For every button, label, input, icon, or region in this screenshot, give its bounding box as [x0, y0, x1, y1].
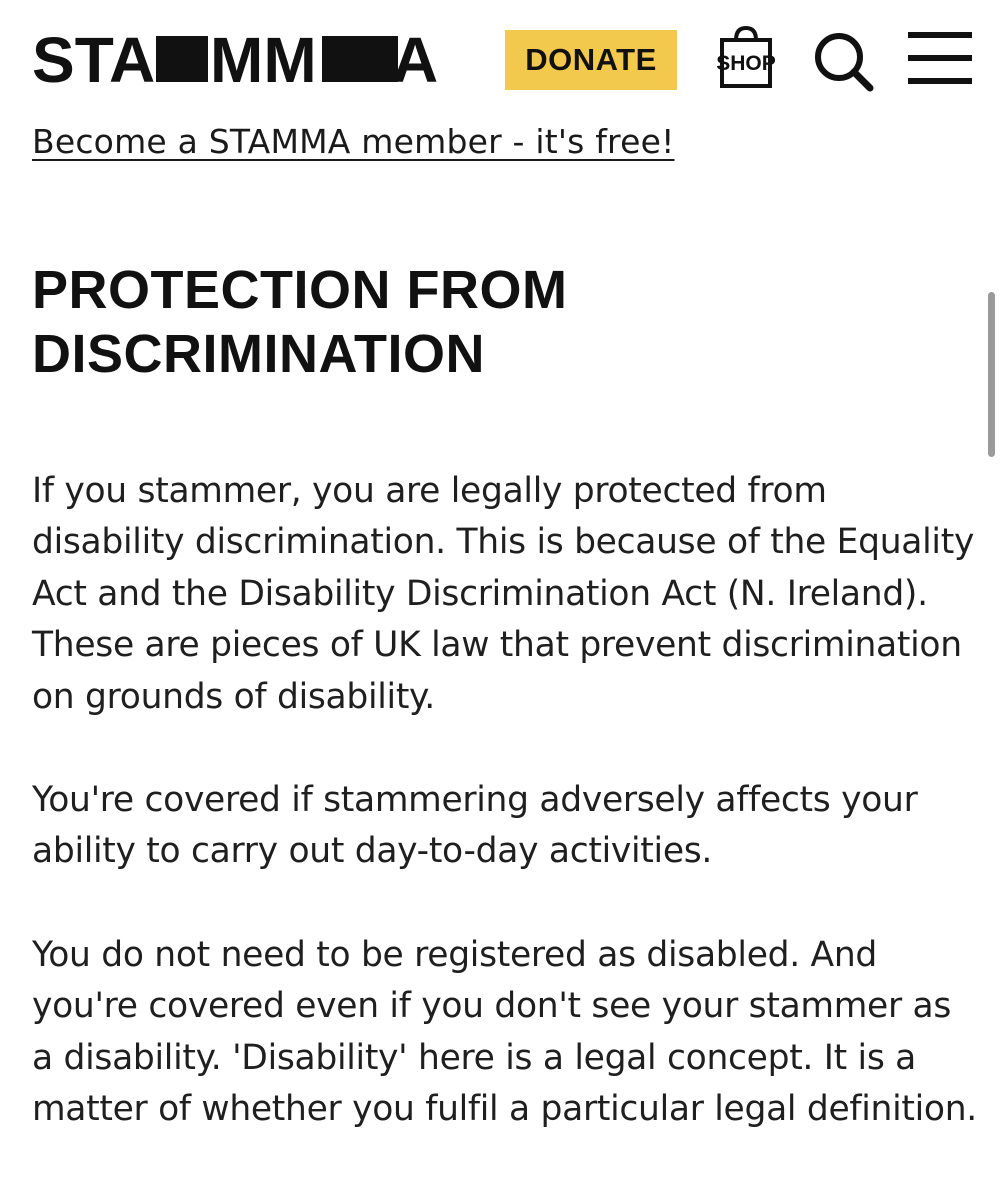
shop-label: SHOP: [716, 52, 776, 75]
site-header: [0, 0, 1004, 120]
search-icon: [812, 30, 874, 92]
search-button[interactable]: [812, 30, 874, 92]
paragraph-coverage: You're covered if stammering adversely affects your ability to carry out day-to-day activities.: [32, 780, 918, 872]
shop-button[interactable]: [712, 26, 780, 90]
main-content: [32, 466, 977, 1187]
scrollbar-thumb[interactable]: [988, 292, 995, 457]
donate-button[interactable]: DONATE: [505, 30, 677, 90]
page-title: PROTECTION FROM DISCRIMINATION: [32, 260, 568, 384]
logo-text-right: A: [392, 30, 439, 86]
menu-button[interactable]: [908, 32, 972, 84]
hamburger-menu-icon: [908, 32, 972, 84]
paragraph-legal-protection: If you stammer, you are legally protected from disability discrimination. This is because of the Equality Act and the Disability Discrimination Act (N. Ireland). These are pieces of UK law that prevent discrimination on grounds of disability.: [32, 471, 975, 717]
paragraph-registration: You do not need to be registered as disabled. And you're covered even if you don't see your stammer as a disability. 'Disability' here is a legal concept. It is a matter of whether you fulfil a particular legal definition.: [32, 934, 977, 1130]
become-member-link[interactable]: Become a STAMMA member - it's free!: [32, 122, 675, 161]
logo-block-2: [322, 36, 398, 82]
logo-text-left: STA: [32, 30, 156, 86]
logo-text-mid: MM: [210, 30, 317, 86]
stamma-logo-mark: [32, 30, 442, 86]
stamma-logo[interactable]: [32, 30, 442, 86]
